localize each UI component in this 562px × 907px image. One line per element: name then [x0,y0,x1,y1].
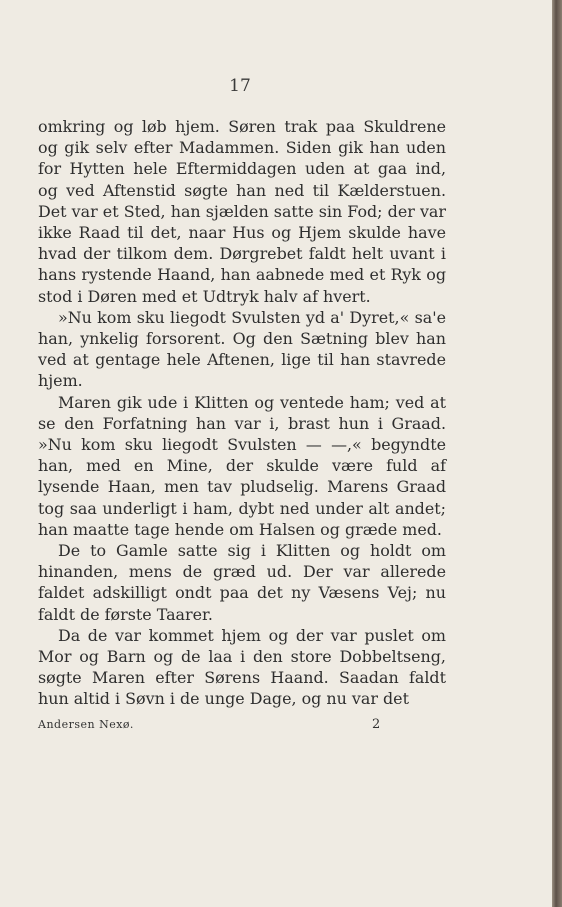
paragraph: »Nu kom sku liegodt Svulsten yd a' Dyret,« sa'e han, ynkelig forsorent. Og den Sætning blev han ved at gentage hele Aftenen, lige til han stavrede hjem. [38,307,446,391]
paragraph: De to Gamle satte sig i Klitten og holdt om hinanden, mens de græd ud. Der var allerede faldet adskilligt ondt paa det ny Væsens Vej; nu faldt de første Taarer. [38,541,446,624]
signature-mark: Andersen Nexø. [38,718,134,731]
page-number: 17 [229,76,251,96]
paragraph: omkring og løb hjem. Søren trak paa Skuldrene og gik selv efter Madammen. Siden gik han uden for Hytten hele Eftermiddagen uden at gaa ind, og ved Aftenstid søgte han ned til Kælderstuen. Det var et Sted, han sjælden satte sin Fod; der var ikke Raad til det, naar Hus og Hjem skulde have hvad der tilkom dem. Dørgrebet faldt helt uvant i hans rystende Haand, han aabnede med et Ryk og stod i Døren med et Udtryk halv af hvert. [38,117,446,306]
sheet-number: 2 [372,717,381,732]
body-text [38,116,446,710]
paragraph: Da de var kommet hjem og der var puslet om Mor og Barn og de laa i den store Dobbeltseng, søgte Maren efter Sørens Haand. Saadan faldt hun altid i Søvn i de unge Dage, og nu var det [38,625,446,709]
page-edge [552,0,562,907]
paragraph: Maren gik ude i Klitten og ventede ham; ved at se den Forfatning han var i, brast hun i Graad. »Nu kom sku liegodt Svulsten — —,« begyndte han, med en Mine, der skulde være fuld af lysende Haan, men tav pludselig. Marens Graad tog saa underligt i ham, dybt ned under alt andet; han maatte tage hende om Halsen og græde med. [38,392,446,539]
